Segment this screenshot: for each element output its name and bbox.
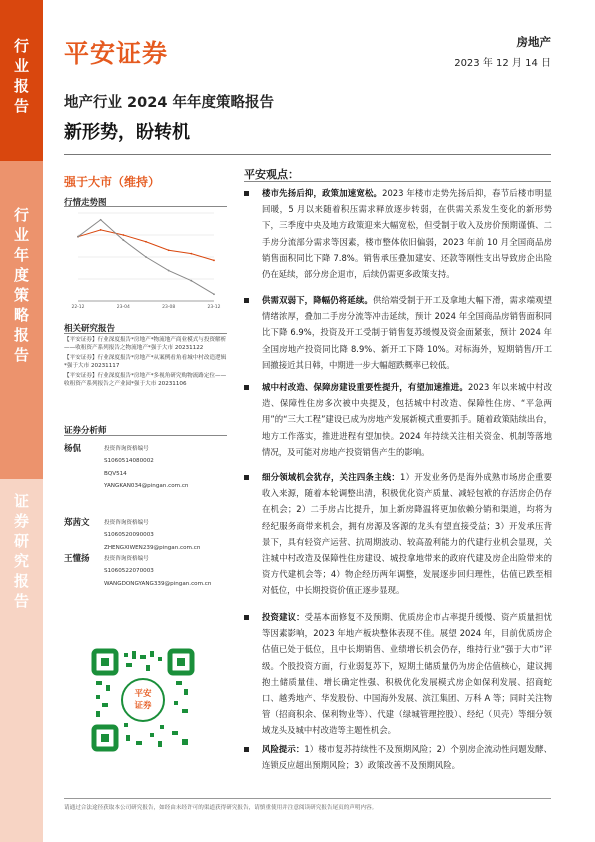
analyst-info [104, 517, 200, 554]
report-type-text: 行业报告 [13, 37, 29, 115]
report-type-band [0, 0, 43, 161]
viewpoint-head: 供需双弱下，降幅仍将延续。 [262, 295, 373, 305]
chart-series-line-1 [78, 230, 214, 260]
viewpoint-body: 受基本面修复不及预期、优质房企市占率提升缓慢、资产质量担忧等因素影响，2023 年地产板块整体表现不佳。展望 2024 年，目前优质房企估值已处于低位，且中长期销售、业绩增长机会仍存，维持行业“强于大市”评级。个股投资方面，行业弱复苏下，短期土储质量仍为房企估值核心，建议拥抱土储质量佳、增长确定性强、积极优化发展模式房企如保利发展、招商蛇口、越秀地产、华发股份、中国海外发展、滨江集团、万科 A 等；同时关注物管（招商积余、保利物业等）、代建（绿城管理控股）、经纪（贝壳）等细分领域龙头及城中村改造等主题性机会。 [262, 612, 552, 736]
chart-point [77, 236, 79, 238]
view-title: 平安观点： [244, 168, 299, 181]
viewpoint-head: 城中村改造、保障房建设重要性提升，有望加速推进。 [262, 382, 468, 392]
report-title: 地产行业 2024 年年度策略报告 [64, 95, 274, 111]
bullet-square-icon [244, 747, 249, 752]
chart-point [190, 280, 192, 282]
analyst-section-line [64, 435, 227, 436]
chart-point [100, 219, 102, 221]
analyst-cert-label: 投资咨询资格编号 [104, 520, 149, 526]
viewpoint-item [244, 609, 552, 739]
analyst-section-label: 证券分析师 [64, 426, 107, 436]
chart-point [190, 253, 192, 255]
viewpoint-head: 投资建议： [262, 612, 305, 622]
chart-point [100, 229, 102, 231]
viewpoint-head: 楼市先扬后抑，政策加速宽松。 [262, 188, 383, 198]
view-divider [244, 181, 551, 182]
related-report-item: 【平安证券】行业深度报告*房地产*多视角研究购物流路定位——收租资产系列报告之产业园*强于大市 20231106 [64, 372, 227, 388]
viewpoint-item [244, 741, 552, 773]
analyst-cert-code: BQV514 [104, 470, 127, 477]
chart-point [168, 270, 170, 272]
rating-label: 强于大市（维持） [64, 175, 161, 189]
qr-center-text-top: 平安 [134, 689, 152, 699]
qr-center-text-bottom: 证券 [134, 701, 152, 711]
analyst-cert-no: S1060522070003 [104, 568, 154, 575]
analyst-name: 郑茜文 [64, 518, 90, 528]
viewpoint-head: 细分领域机会犹存，关注四条主线： [262, 472, 401, 482]
research-report-text: 证券研究报告 [13, 492, 29, 610]
chart-x-tick-label: 23-08 [162, 305, 176, 310]
title-divider [64, 154, 551, 155]
footer-disclaimer: 请通过合法途径获取本公司研究报告，如经由未经许可的渠道获得研究报告，请慎重使用并注意阅读研究报告尾页的声明内容。 [64, 805, 378, 811]
sector-label: 房地产 [516, 35, 551, 49]
report-date: 2023 年 12 月 14 日 [454, 58, 551, 69]
viewpoint-body: 1）开发业务仍是海外成熟市场房企重要收入来源，随着本轮调整出清，积极优化资产质量、减轻包袱的存活房企仍存在机会；2）二手房占比提升，加上新房降温将更加依赖分销和渠道，均将为经纪服务商带来机会，拥有房源及客源的龙头有望直接受益；3）开发承压背景下，具有轻资产运营、抗周期波动、较高盈利能力的代建行业机会显现，关注城中村改造及保障性住房建设、城投拿地带来的政府代建及房企出险带来的资方代建机会等；4）物企经历两年调整，发展逐步回归理性，估值已跌至相对低位，中长期投资价值正逐步显现。 [262, 472, 553, 596]
chart-point [122, 234, 124, 236]
related-report-item: 【平安证券】行业深度报告*房地产*从案例看角看城中村改造逻辑*强于大市 20231117 [64, 354, 227, 370]
analyst-cert-label: 投资咨询资格编号 [104, 446, 149, 452]
bullet-square-icon [244, 615, 249, 620]
viewpoint-item [244, 469, 552, 599]
research-report-band [0, 479, 43, 842]
viewpoint-head: 风险提示： [262, 744, 305, 754]
viewpoint-item [244, 292, 552, 373]
related-report-item: 【平安证券】行业深度报告*房地产*物流地产商业模式与投资解析 ——收租资产系列报告之物流地产*强于大市 20231122 [64, 337, 227, 352]
report-subtitle: 新形势，盼转机 [64, 122, 190, 143]
footer-divider [64, 798, 551, 799]
analyst-cert-no: S1060514080002 [104, 458, 154, 465]
analyst-name: 杨侃 [64, 444, 82, 454]
chart-point [145, 256, 147, 258]
analyst-email[interactable]: ZHENGXIWEN239@pingan.com.cn [104, 544, 201, 551]
chart-point [213, 293, 215, 295]
analyst-name: 王懂扬 [64, 554, 90, 564]
related-section-label: 相关研究报告 [64, 324, 116, 334]
analyst-email[interactable]: YANGKAN034@pingan.com.cn [104, 483, 189, 490]
bullet-square-icon [244, 191, 249, 196]
analyst-info [104, 553, 211, 590]
bullet-square-icon [244, 298, 249, 303]
chart-x-tick-label: 23-12 [207, 305, 221, 310]
viewpoint-body: 1）楼市复苏持续性不及预期风险；2）个别房企流动性问题发酵、连锁反应超出预期风险；3）政策改善不及预期风险。 [262, 744, 553, 771]
chart-section-label: 行情走势图 [64, 198, 107, 208]
analyst-cert-no: S1060520090003 [104, 532, 154, 539]
bullet-square-icon [244, 475, 249, 480]
viewpoint-body: 2023 年以来城中村改造、保障性住房多次被中央提及，包括城中村改造、保障性住房、“平急两用”的“三大工程”建设已成为房地产发展新模式重要抓手。随着政策陆续出台，地方工作落实，推进进程有望加快。2024 年持续关注相关资金、机制等落地情况，及可能对房地产投资销售产生的影响。 [262, 382, 552, 457]
report-subtype-text: 行业年度策略报告 [13, 206, 29, 364]
qr-code[interactable] [88, 645, 198, 755]
analyst-email[interactable]: WANGDONGYANG339@pingan.com.cn [104, 580, 212, 587]
viewpoint-item [244, 185, 552, 282]
trend-chart [64, 207, 227, 313]
bullet-square-icon [244, 385, 249, 390]
viewpoint-item [244, 379, 552, 460]
chart-x-tick-label: 23-04 [116, 305, 130, 310]
chart-point [168, 249, 170, 251]
viewpoint-body: 供给端受制于开工及拿地大幅下滑，需求端观望情绪浓厚，叠加二手房分流等冲击延续，预计 2024 年全国商品房销售面积同比下降 6.9%，投资及开工受制于销售复苏缓慢及资金面紧张，预计 2024 年全国房地产投资同比降 8.9%、新开工下降 10%。对标海外，短期销售/开工回撤接近其日韩，中期进一步大幅超跌概率已较低。 [262, 295, 553, 370]
analyst-info [104, 443, 188, 493]
related-section-line [64, 333, 227, 334]
chart-x-tick-label: 22-12 [71, 305, 85, 310]
company-logo: 平安证券 [64, 39, 169, 68]
qr-center-badge [122, 679, 164, 721]
analyst-cert-label: 投资咨询资格编号 [104, 556, 149, 562]
chart-point [213, 259, 215, 261]
viewpoint-body: 2023 年楼市走势先扬后抑，春节后楼市明显回暖，5 月以来随着积压需求释放逐步转弱，在供需关系发生变化的新形势下，三季度中央及地方政策迎来大幅宽松，但受制于收入及房价预期谨慎、二手房分流部分需求等因素，楼市整体依旧偏弱，2023 年前 10 月全国商品房销售面积同比下降 7.8%。销售承压叠加建安、还款等刚性支出导致房企出险仍在延续，部分房企退市，后续仍需更多政策支持。 [262, 188, 552, 280]
chart-point [145, 241, 147, 243]
related-reports-list [64, 336, 227, 389]
report-subtype-band [0, 161, 43, 479]
chart-point [122, 239, 124, 241]
